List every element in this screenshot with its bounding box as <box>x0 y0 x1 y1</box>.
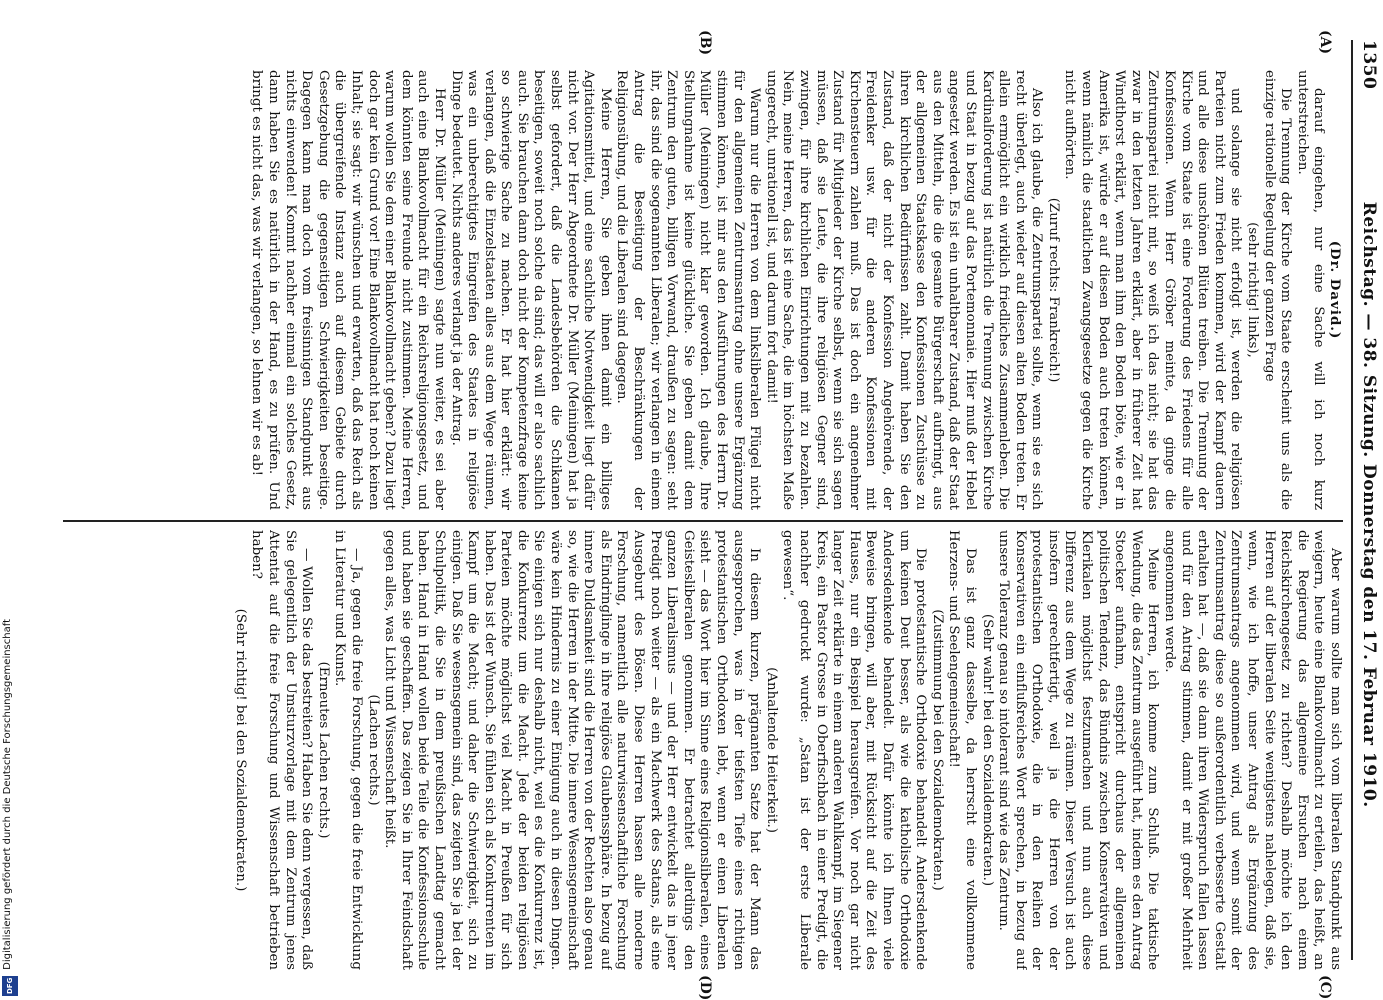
dfg-logo: DFG <box>2 976 18 996</box>
paragraph: und solange sie nicht erfolgt ist, werden die religiösen Parteien nicht zum Frieden kommen, wird der Kampf dauern und alle diese unschönen Blüten treiben. Die Trennung der Kirche vom Staate ist eine Forderung des Friedens für alle Konfessionen. Wenn Herr Gröber meinte, da ginge die Zentrumspartei nicht mit, so weiß ich das nicht; sie hat das zwar in den letzten Jahren erklärt, aber in früherer Zeit hat Windthorst erklärt, wenn man ihm den Boden böte, wie er in Amerika ist, würde er auf diesen Boden auch treten können, wenn nämlich die staatlichen Zwangsgesetze gegen die Kirche nicht aufhörten. <box>1062 70 1244 510</box>
header-rule <box>1351 40 1353 960</box>
paragraph: Die protestantische Orthodoxie behandelt Andersdenkende um keinen Deut besser, als wie die katholische Orthodoxie Andersdenkende behandelt. Dafür könnte ich Ihnen viele Beweise bringen, will aber, mit Rücksicht auf die Zeit des Hauses, nur ein Beispiel herausgreifen. Vor noch gar nicht langer Zeit erklärte in einem anderen Wahlkampf, im Siegener Kreis, ein Pastor Grosse in Oberfischbach in einer Predigt, die nachher gedruckt wurde: „Satan ist der erste Liberale gewesen“. <box>780 530 929 970</box>
paragraph: Die Trennung der Kirche vom Staate erscheint uns als die einzige rationelle Regelung der ganzen Frage <box>1261 70 1294 510</box>
paragraph: — Ja, gegen die freie Forschung, gegen die freie Entwicklung in Literatur und Kunst. <box>332 530 364 970</box>
left-text-column <box>63 70 1343 510</box>
document-page <box>53 0 1383 1000</box>
dfg-credit: Digitalisierung gefördert durch die Deutsche Forschungsgemeinschaft <box>2 619 13 970</box>
margin-mark-b: (B) <box>697 30 713 56</box>
paragraph: (Sehr richtig! bei den Sozialdemokraten.) <box>232 608 248 892</box>
paragraph: — Wollen Sie das bestreiten? Haben Sie denn vergessen, daß Sie gelegentlich der Umsturzvorlage mit dem Zentrum jenes Attentat auf die freie Forschung und Wissenschaft betrieben haben? <box>249 530 315 970</box>
paragraph: Herr Dr. Müller (Meiningen) sagte nun weiter, es sei aber auch eine Blankovollmacht für ein Reichsreligionsgesetz, und dem könnten seine Freunde nicht zustimmen. Meine Herren, warum wollen Sie dem einer Blankovollmacht geben? Dazu liegt doch gar kein Grund vor! Eine Blankovollmacht hat noch keinen Inhalt; sie sagt: wir wünschen und erwarten, daß das Reich als die übergreifende Instanz auch auf diesem Gebiete durch Gesetzgebung die gegenseitigen Schwierigkeiten beseitige. Dagegen kann man doch vom freisinnigen Standpunkt aus nichts einwenden! Kommt nachher einmal ein solches Gesetz, dann haben Sie es natürlich in der Hand, es zu prüfen. Und bringt es nicht das, was wir verlangen, so lehnen wir es ab! <box>249 70 447 510</box>
paragraph: (Zustimmung bei den Sozialdemokraten.) <box>929 609 945 891</box>
column-divider <box>63 520 1343 522</box>
paragraph: (Lachen rechts.) <box>365 694 381 806</box>
paragraph: Also ich glaube, die Zentrumspartei sollte, wenn sie es sich recht überlegt, auch wieder auf diesen alten Boden treten. Er allein ermöglicht ein wirklich friedliches Zusammenleben. Die Kardinalforderung ist natürlich die Trennung zwischen Kirche und Staat in bezug auf das Portemonnaie. Hier muß der Hebel angesetzt werden. Es ist ein unhaltbarer Zustand, daß der Staat aus den Mitteln, die die gesamte Bürgerschaft aufbringt, aus der allgemeinen Staatskasse den Konfessionen Zuschüsse zu ihren kirchlichen Bedürfnissen zahlt. Damit haben Sie den Zustand, daß der nicht der Konfession Angehörende, der Freidenker usw. für die anderen Konfessionen mit Kirchensteuern zahlen muß. Das ist doch ein angenehmer Zustand für Mitglieder der Kirche selbst, wenn sie sich sagen müssen, daß sie Leute, die ihre religiösen Gegner sind, zwingen, für ihre kirchlichen Einrichtungen mit zu bezahlen. Nein, meine Herren, das ist eine Sache, die im höchsten Maße ungerecht, unrationell ist, und darum fort damit! <box>763 70 1045 510</box>
paragraph: (Zuruf rechts: Frankreich!) <box>1045 197 1061 383</box>
paragraph: (Anhaltende Heiterkeit.) <box>763 667 779 833</box>
page-header <box>1355 40 1383 960</box>
paragraph: (Sehr wahr! bei den Sozialdemokraten.) <box>979 613 995 887</box>
paragraph: Meine Herren, ich komme zum Schluß. Die taktische Wendung, die das Zentrum ausgeführt hat, indem es den Antrag Stoecker aufnahm, entspricht durchaus der allgemeinen politischen Tendenz, das Bündnis zwischen Konservativen und Klerikalen möglichst festzumachen und nun auch diese Differenz aus dem Wege zu räumen. Dieser Versuch ist auch insofern gerechtfertigt, weil ja die Herren von der protestantischen Orthodoxie, die in den Reihen der Konservativen ein einflußreiches Wort sprechen, in bezug auf unsere Toleranz genau so intolerant sind wie das Zentrum. <box>996 530 1161 970</box>
paragraph: (sehr richtig! links), <box>1245 222 1261 358</box>
page-title: Reichstag. — 38. Sitzung. Donnerstag den 17. Februar 1910. <box>1359 201 1379 808</box>
right-text-column <box>63 530 1343 970</box>
margin-mark-a: (A) <box>1317 30 1333 55</box>
margin-mark-c: (C) <box>1317 975 1333 1000</box>
paragraph: darauf eingehen, nur eine Sache will ich noch kurz unterstreichen. <box>1294 70 1327 510</box>
margin-mark-d: (D) <box>697 975 713 1000</box>
paragraph: Aber warum sollte man sich vom liberalen Standpunkt aus weigern, heute eine Blankovollmacht zu erteilen, das heißt, an die Regierung das allgemeine Ersuchen nach einem Reichskirchengesetz zu richten? Deshalb möchte ich den Herren auf der liberalen Seite wenigstens nahelegen, daß sie, wenn, wie ich hoffe, unser Antrag als Ergänzung des Zentrumsantrags angenommen wird, und wenn somit der Zentrumsantrag diese so außerordentlich verbesserte Gestalt erhalten hat —, daß sie dann ihren Widerspruch fallen lassen und für den Antrag stimmen, damit er mit großer Mehrheit angenommen werde. <box>1162 530 1343 970</box>
paragraph: Meine Herren, Sie geben ihnen damit ein billiges Agitationsmittel, und eine sachliche Notwendigkeit liegt dafür nicht vor. Der Herr Abgeordnete Dr. Müller (Meiningen) hat ja selbst gefordert, daß die Landesbehörden die Schikanen beseitigen, soweit noch solche da sind; das will er also sachlich auch. Sie brauchen dann doch nicht der Kompetenzfrage keine so schwierige Sache zu machen. Er hat hier erklärt: wir verlangen, daß die Einzelstaaten alles aus dem Wege räumen, was ein unberechtigtes Eingreifen des Staates in religiöse Dinge bedeutet. Nichts anderes verlangt ja der Antrag. <box>448 70 613 510</box>
paragraph: Warum nur die Herren von dem linksliberalen Flügel nicht für den allgemeinen Zentrumsantrag ohne unsere Ergänzung stimmen können, ist mir aus den Ausführungen des Herrn Dr. Müller (Meiningen) nicht klar geworden. Ich glaube, Ihre Stellungnahme ist keine glückliche. Sie geben damit dem Zentrum den guten, billigen Vorwand, draußen zu sagen: seht ihr, das sind die sogenannten Liberalen; wir verlangen in einem Antrag die Beseitigung der Beschränkungen der Religionsübung, und die Liberalen sind dagegen. <box>614 70 763 510</box>
speaker-label: (Dr. David.) <box>1327 240 1343 340</box>
page-number: 1350 <box>1359 40 1379 90</box>
paragraph: In diesem kurzen, prägnanten Satze hat der Mann das ausgesprochen, was in der tiefsten Tiefe eines richtigen protestantischen Orthodoxen lebt, wenn er einen Liberalen sieht — das Wort hier im Sinne eines Religionsliberalen, eines Geistesliberalen genommen. Er betrachtet allerdings den ganzen Liberalismus — und der Herr entwickelt das in jener Predigt noch weiter — als ein Machwerk des Satans, als eine Ausgeburt des Bösen. Diese Herren hassen alle moderne Forschung, namentlich alle naturwissenschaftliche Forschung als Eindringlinge in ihre religiöse Glaubenssphäre. In bezug auf innere Duldsamkeit sind die Herren von der Rechten also genau so, wie die Herren in der Mitte. Die innere Wesensgemeinschaft wäre kein Hindernis zu einer Einigung auch in diesen Dingen. Sie einigen sich nur deshalb nicht, weil es die Konkurrenz ist, die Konkurrenz um die Macht. Jede der beiden religiösen Parteien möchte möglichst viel Macht in Preußen für sich haben. Das ist der Wunsch. Sie fühlen sich als Konkurrenten im Kampf um die Macht; und daher die Schwierigkeit, sich zu einigen. Daß Sie wesensgemein sind, das zeigten Sie ja bei der Schulpolitik, die Sie in dem preußischen Landtag gemacht haben. Hand in Hand wollen beide Teile die Konfessionsschule und haben sie geschaffen. Das zeigen Sie in Ihrer Feindschaft gegen alles, was Licht und Wissenschaft heißt. <box>382 530 763 970</box>
paragraph: Das ist ganz dasselbe, da herrscht eine vollkommene Herzens- und Seelengemeinschaft! <box>946 530 978 970</box>
paragraph: (Erneutes Lachen rechts.) <box>315 661 331 839</box>
